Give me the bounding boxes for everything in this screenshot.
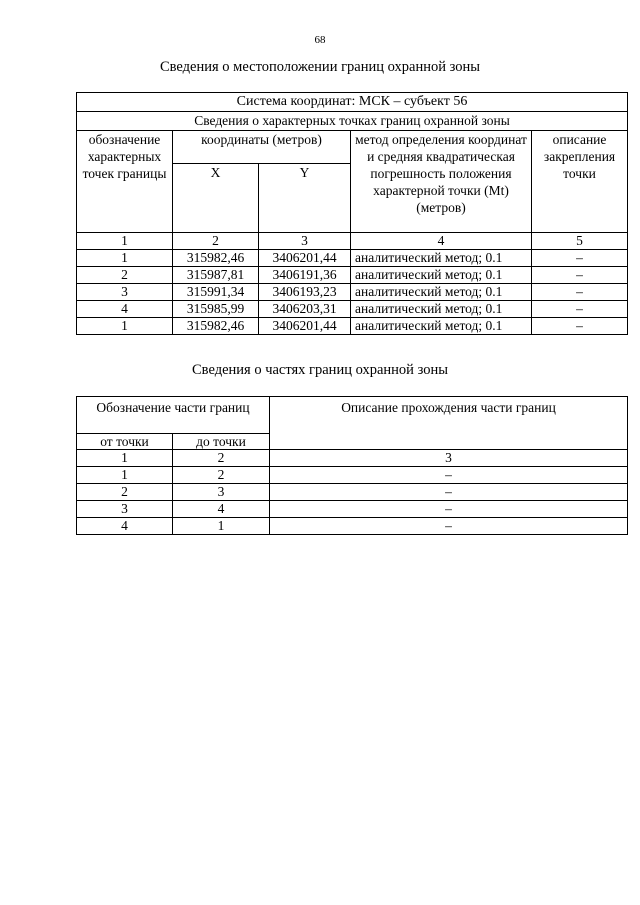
table-row [77, 250, 628, 267]
cell-method: аналитический метод; 0.1 [351, 318, 532, 335]
coordinate-system-header: Система координат: МСК – субъект 56 [77, 93, 628, 112]
section-title-location: Сведения о местоположении границ охранной зоны [159, 59, 480, 75]
col-number: 5 [532, 233, 628, 250]
cell-desc: – [532, 250, 628, 267]
col-number: 1 [77, 233, 173, 250]
cell-x: 315991,34 [173, 284, 259, 301]
section-title-parts: Сведения о частях границ охранной зоны [192, 362, 448, 378]
column-numbers-row [77, 450, 628, 467]
cell-method: аналитический метод; 0.1 [351, 267, 532, 284]
cell-from: 1 [77, 467, 173, 484]
cell-method: аналитический метод; 0.1 [351, 250, 532, 267]
header-from: от точки [77, 434, 173, 450]
cell-y: 3406201,44 [259, 250, 351, 267]
header-x: X [173, 164, 259, 233]
cell-desc: – [532, 284, 628, 301]
column-numbers-row [77, 233, 628, 250]
cell-x: 315987,81 [173, 267, 259, 284]
cell-y: 3406191,36 [259, 267, 351, 284]
cell-desc: – [270, 467, 628, 484]
header-method: метод определения координат и средняя квадратическая погрешность положения характерной точки (Mt) (метров) [351, 131, 532, 233]
cell-desc: – [270, 484, 628, 501]
cell-method: аналитический метод; 0.1 [351, 284, 532, 301]
cell-x: 315985,99 [173, 301, 259, 318]
cell-point: 4 [77, 301, 173, 318]
cell-y: 3406203,31 [259, 301, 351, 318]
cell-to: 2 [173, 467, 270, 484]
cell-point: 1 [77, 250, 173, 267]
page-number: 68 [314, 34, 326, 46]
cell-x: 315982,46 [173, 250, 259, 267]
header-description: описание закрепления точки [532, 131, 628, 233]
cell-point: 2 [77, 267, 173, 284]
cell-x: 315982,46 [173, 318, 259, 335]
cell-desc: – [532, 318, 628, 335]
cell-to: 4 [173, 501, 270, 518]
table-row [77, 284, 628, 301]
cell-to: 1 [173, 518, 270, 535]
cell-to: 3 [173, 484, 270, 501]
col-number: 4 [351, 233, 532, 250]
table-row [77, 301, 628, 318]
header-part-description: Описание прохождения части границ [270, 397, 628, 450]
cell-desc: – [270, 501, 628, 518]
cell-method: аналитический метод; 0.1 [351, 301, 532, 318]
table-row [77, 267, 628, 284]
table-row [77, 501, 628, 518]
table-row [77, 484, 628, 501]
cell-y: 3406201,44 [259, 318, 351, 335]
cell-desc: – [532, 267, 628, 284]
cell-y: 3406193,23 [259, 284, 351, 301]
header-point: обозначение характерных точек границы [77, 131, 173, 233]
header-to: до точки [173, 434, 270, 450]
col-number: 2 [173, 450, 270, 467]
table-row [77, 318, 628, 335]
col-number: 3 [259, 233, 351, 250]
points-subtitle: Сведения о характерных точках границ охранной зоны [77, 112, 628, 131]
cell-point: 3 [77, 284, 173, 301]
cell-from: 4 [77, 518, 173, 535]
col-number: 2 [173, 233, 259, 250]
table-row [77, 467, 628, 484]
cell-from: 2 [77, 484, 173, 501]
boundary-parts-table [76, 396, 628, 535]
cell-point: 1 [77, 318, 173, 335]
characteristic-points-table [76, 92, 628, 335]
table-row [77, 518, 628, 535]
cell-desc: – [270, 518, 628, 535]
header-coords: координаты (метров) [173, 131, 351, 164]
header-y: Y [259, 164, 351, 233]
col-number: 1 [77, 450, 173, 467]
cell-from: 3 [77, 501, 173, 518]
col-number: 3 [270, 450, 628, 467]
cell-desc: – [532, 301, 628, 318]
header-part: Обозначение части границ [77, 397, 270, 434]
